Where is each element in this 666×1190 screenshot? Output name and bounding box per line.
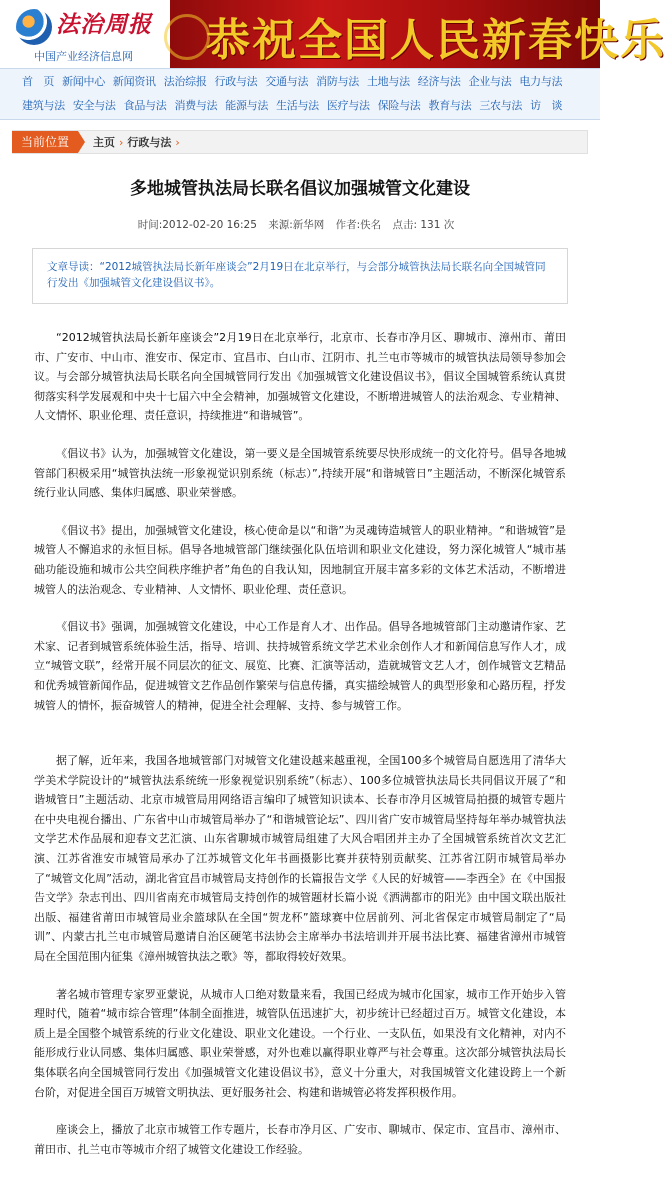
new-year-banner[interactable] <box>170 0 666 68</box>
article-body <box>34 328 566 1159</box>
article-title: 多地城管执法局长联名倡议加强城管文化建设 <box>130 179 470 199</box>
nav-item[interactable]: 教育与法 <box>428 99 472 112</box>
nav-row-2 <box>0 93 600 117</box>
firecracker-decoration-icon <box>164 14 210 60</box>
breadcrumb <box>12 130 588 154</box>
nav-item[interactable]: 访 谈 <box>530 99 563 112</box>
article-paragraph: 座谈会上，播放了北京市城管工作专题片，长春市净月区、广安市、聊城市、保定市、宜昌市、漳州市、莆田市、扎兰屯市等城市介绍了城管文化建设工作经验。 <box>34 1123 566 1156</box>
nav-item[interactable]: 三农与法 <box>479 99 523 112</box>
article-paragraph: 《倡议书》强调，加强城管文化建设，中心工作是育人才、出作品。倡导各地城管部门主动邀请作家、艺术家、记者到城管系统体验生活，指导、培训、扶持城管系统文学艺术业余创作人才和新闻信息写作人才，成立“城管文联”，经常开展不同层次的征文、展览、比赛、汇演等活动，造就城管文艺人才，创作城管文艺精品和优秀城管新闻作品，促进城管文艺作品创作繁荣与信息传播，真实描绘城管人的典型形象和心路历程，抒发城管人的情怀，振奋城管人的精神，促进全社会理解、支持、参与城管工作。 <box>34 620 566 712</box>
nav-item[interactable]: 行政与法 <box>214 75 258 88</box>
article-guide: 文章导读：“2012城管执法局长新年座谈会”2月19日在北京举行，与会部分城管执法局长联名向全国城管同行发出《加强城管文化建设倡议书》。 <box>32 248 568 304</box>
publish-time: 时间:2012-02-20 16:25 <box>137 219 257 231</box>
main-nav <box>0 68 600 120</box>
breadcrumb-arrow-icon <box>78 131 85 153</box>
nav-item[interactable]: 新闻资讯 <box>112 75 156 88</box>
article-source: 来源:新华网 <box>268 219 325 231</box>
nav-item[interactable]: 企业与法 <box>468 75 512 88</box>
breadcrumb-home-link[interactable]: 主页 <box>93 136 116 149</box>
nav-item[interactable]: 交通与法 <box>265 75 309 88</box>
article-meta <box>0 217 600 232</box>
click-count: 点击: 131 次 <box>392 219 455 231</box>
nav-item[interactable]: 新闻中心 <box>62 75 105 88</box>
article-paragraph: 据了解，近年来，我国各地城管部门对城管文化建设越来越重视，全国100多个城管局自愿选用了清华大学美术学院设计的“城管执法系统统一形象视觉识别系统”（标志）、100多位城管执法局长共同倡议开展了“和谐城管日”主题活动、北京市城管局用网络语言编印了城管知识读本、长春市净月区城管局拍摄的城管专题片在中央电视台播出、广东省中山市城管局举办了“和谐城管论坛”、四川省广安市城管局坚持每年举办城管执法文学艺术作品展和迎春文艺汇演、山东省聊城市城管局组建了大风合唱团并主办了全国城管系统首次文艺汇演、江苏省淮安市城管局承办了江苏城管文化年书画摄影比赛并获特别贡献奖、江苏省江阴市城管局举办了“城管文化周”活动，湖北省宜昌市城管局支持创作的长篇报告文学《人民的好城管——李西全》在《中国报告文学》杂志刊出、四川省南充市城管局支持创作的城管题材长篇小说《洒满都市的阳光》由中国文联出版社出版、福建省莆田市城管局业余篮球队在全国“贺龙杯”篮球赛中位居前列、河北省保定市城管局制定了“局训”、内蒙古扎兰屯市城管局邀请自治区硬笔书法协会主席举办书法培训并开展书法比赛、福建省漳州市城管局在全国范围内征集《漳州城管执法之歌》等，都取得较好效果。 <box>34 754 566 964</box>
article-paragraph: “2012城管执法局长新年座谈会”2月19日在北京举行，北京市、长春市净月区、聊城市、漳州市、莆田市、广安市、中山市、淮安市、保定市、宜昌市、白山市、江阴市、扎兰屯市等城市的城管执法局领导参加会议。与会部分城管执法局长联名向全国城管同行发出《加强城管文化建设倡议书》，倡议全国城管系统认真贯彻落实科学发展观和中央十七届六中全会精神，加强城管文化建设，不断增进城管人的法治观念、专业精神、人文情怀、职业伦理、责任意识，持续推进“和谐城管”。 <box>34 331 566 423</box>
nav-item[interactable]: 经济与法 <box>417 75 461 88</box>
nav-item[interactable]: 能源与法 <box>225 99 269 112</box>
nav-item[interactable]: 土地与法 <box>366 75 410 88</box>
site-header <box>0 0 666 68</box>
nav-item[interactable]: 生活与法 <box>276 99 319 112</box>
logo-subtitle: 中国产业经济信息网 <box>34 50 133 63</box>
nav-item[interactable]: 食品与法 <box>123 99 167 112</box>
article-paragraph: 《倡议书》认为，加强城管文化建设，第一要义是全国城管系统要尽快形成统一的文化符号。倡导各地城管部门积极采用“城管执法统一形象视觉识别系统（标志）”,持续开展“和谐城管日”主题活动，不断深化城管系统行业认同感、集体归属感、职业荣誉感。 <box>34 446 566 500</box>
nav-item[interactable]: 医疗与法 <box>326 99 370 112</box>
nav-item[interactable]: 首 页 <box>22 75 55 88</box>
article-paragraph: 著名城市管理专家罗亚蒙说，从城市人口绝对数量来看，我国已经成为城市化国家，城市工作开始步入管理时代，随着“城市综合管理”体制全面推进，城管队伍迅速扩大，初步统计已经超过百万。城管文化建设，本质上是全国整个城管系统的行业文化建设、职业文化建设。一个行业、一支队伍，如果没有文化精神，对内不能形成行业认同感、集体归属感、职业荣誉感，对外也难以赢得职业尊严与社会尊重。这次部分城管执法局长集体联名向全国城管同行发出《加强城管文化建设倡议书》，意义十分重大，对我国城管文化建设跨上一个新台阶，对促进全国百万城管文明执法、更好服务社会、构建和谐城管必将发挥积极作用。 <box>34 987 566 1099</box>
nav-item[interactable]: 建筑与法 <box>22 99 65 112</box>
banner-text: 恭祝全国人民新春快乐 <box>206 15 666 66</box>
chevron-right-icon: › <box>119 135 124 149</box>
chevron-right-icon: › <box>175 135 180 149</box>
site-logo[interactable] <box>0 0 170 68</box>
nav-item[interactable]: 消防与法 <box>316 75 359 88</box>
breadcrumb-label: 当前位置 <box>12 131 78 153</box>
nav-item[interactable]: 法治综报 <box>163 75 207 88</box>
nav-item[interactable]: 消费与法 <box>174 99 218 112</box>
nav-item[interactable]: 电力与法 <box>519 75 563 88</box>
nav-item[interactable]: 保险与法 <box>377 99 421 112</box>
article-paragraph: 《倡议书》提出，加强城管文化建设，核心使命是以“和谐”为灵魂铸造城管人的职业精神。“和谐城管”是城管人不懈追求的永恒目标。倡导各地城管部门继续强化队伍培训和职业文化建设，努力深化城管人“城市基础功能设施和城市公共空间秩序维护者”角色的自我认知，因地制宜开展丰富多彩的文体艺术活动，不断增进城管人的法治观念、专业精神、人文情怀、职业伦理、责任意识。 <box>34 523 566 596</box>
logo-title: 法治周报 <box>56 11 152 38</box>
nav-item[interactable]: 安全与法 <box>72 99 116 112</box>
article-author: 作者:佚名 <box>335 219 382 231</box>
nav-row-1 <box>0 69 600 93</box>
breadcrumb-section-link[interactable]: 行政与法 <box>127 136 172 149</box>
globe-logo-icon <box>16 9 52 45</box>
